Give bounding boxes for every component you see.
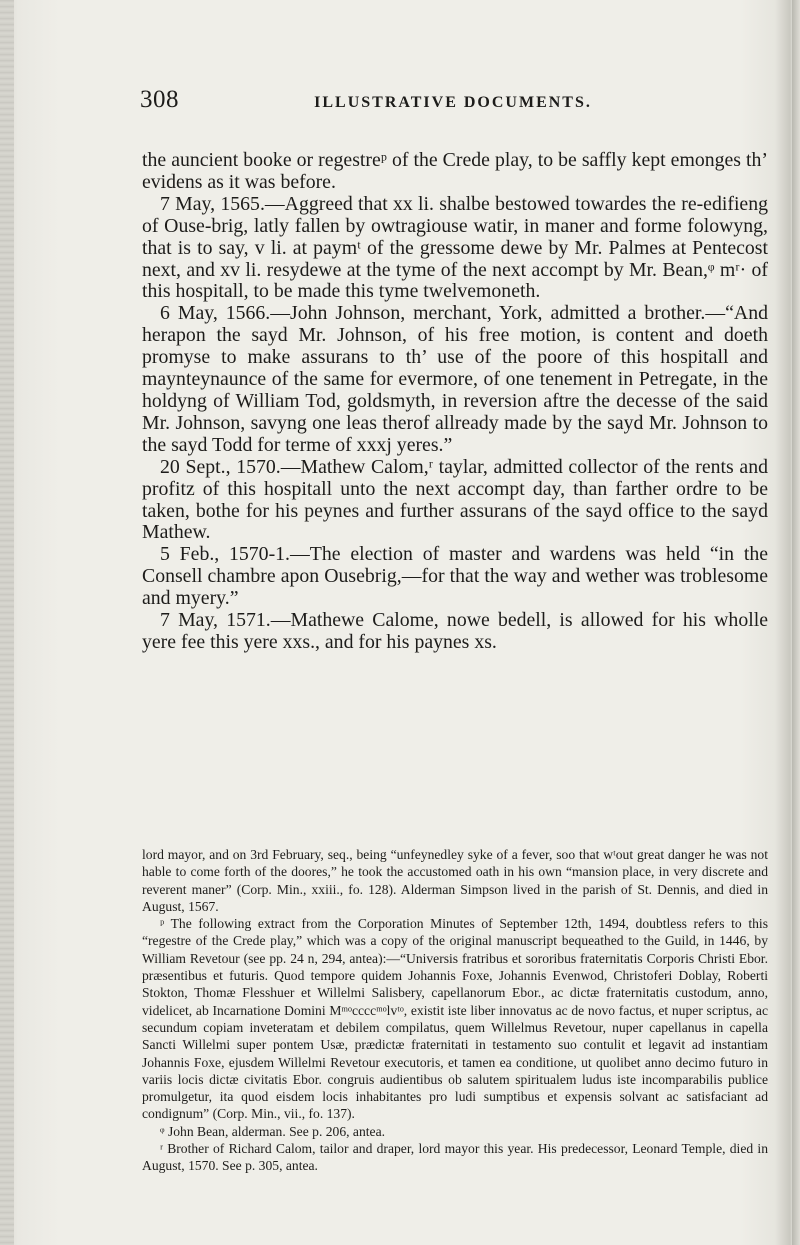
paragraph-entry-1571: 7 May, 1571.—Mathewe Calome, nowe bedell, is allowed for his wholle yere fee this yere xxs., and for his paynes xs.: [142, 609, 768, 653]
main-text: [142, 150, 768, 654]
paragraph-entry-1570-feb: 5 Feb., 1570-1.—The election of master and wardens was held “in the Consell chambre apon Ousebrig,—for that the way and wether was troblesome and myery.”: [142, 543, 768, 610]
page-fore-edge: [792, 0, 800, 1245]
footnote-q: ᵠ John Bean, alderman. See p. 206, antea.: [160, 1123, 386, 1139]
footnote-p: ᵖ The following extract from the Corporation Minutes of September 12th, 1494, doubtless refers to this “regestre of the Crede play,” which was a copy of the original manuscript bequeathed to the Guild, in 1446, by William Revetour (see pp. 24 n, 294, antea):—“Universis fratribus et sororibus fraternitatis Corporis Christi Ebor. præsentibus et futuris. Quod tempore quidem Johannis Foxe, Johannis Evenwod, Christoferi Doblay, Roberti Stokton, Thomæ Flesshuer et Willelmi Salisbery, capellanorum Ebor., ac dictæ fraternitatis custodum, anno, videlicet, ab Incarnatione Domini Mᵐᵒccccᵐᵒlvᵗᵒ, existit iste liber innovatus ac de novo factus, et nuper scriptus, ac secundum copiam inveteratam et debilem compilatus, quem Willelmus Revetour, nuper capellanus in capella Sancti Willelmi super pontem Usæ, prædictæ fraternitati in testamento suo contulit et legavit ad instantiam Johannis Foxe, ejusdem Willelmi Revetour executoris, et tamen ea conditione, ut quolibet anno decimo futuro in variis locis dictæ civitatis Ebor. congruis audientibus ob salutem spiritualem ludus iste incomparabilis publice promulgetur, ita quod eisdem locis inhabitantes pro ludi sumptibus et expensis solvant ac satisfaciant ad condignum” (Corp. Min., vii., fo. 137).: [142, 916, 768, 1122]
footnotes: [142, 846, 768, 1175]
footnote-r: ʳ Brother of Richard Calom, tailor and draper, lord mayor this year. His predecessor, Leonard Temple, died in August, 1570. See p. 305, antea.: [142, 1141, 768, 1174]
paragraph-entry-1570-sept: 20 Sept., 1570.—Mathew Calom,ʳ taylar, admitted collector of the rents and profitz of this hospitall unto the next accompt day, than farther ordre to be taken, bothe for his peynes and further assurans of the sayd office to the sayd Mathew.: [142, 455, 768, 544]
running-title: ILLUSTRATIVE DOCUMENTS.: [314, 94, 592, 111]
page-gutter-edge: [0, 0, 14, 1245]
paragraph-entry-1566: 6 May, 1566.—John Johnson, merchant, York, admitted a brother.—“And herapon the sayd Mr. Johnson, of his free motion, is content and doeth promyse to make assurans to th’ use of the poore of this hospitall and maynteynaunce of the same for evermore, of one tenement in Petregate, in the holdyng of William Tod, goldsmyth, in reversion aftre the decesse of the said Mr. Johnson, savyng one leas therof allready made by the sayd Mr. Johnson to the sayd Todd for terme of xxxj yeres.”: [142, 302, 768, 456]
paragraph-crede-play-book: the auncient booke or regestreᵖ of the Crede play, to be saffly kept emonges th’ evidens as it was before.: [142, 149, 768, 193]
footnote-continued: lord mayor, and on 3rd February, seq., being “unfeynedley syke of a fever, soo that wᵗout great danger he was not hable to come forth of the doores,” he took the accustomed oath in his own “mansion place, in very discrete and reverent maner” (Corp. Min., xxiii., fo. 128). Alderman Simpson lived in the parish of St. Dennis, and died in August, 1567.: [142, 847, 768, 914]
page-number: 308: [140, 86, 179, 113]
paragraph-entry-1565: 7 May, 1565.—Aggreed that xx li. shalbe bestowed towardes the re-edifieng of Ouse-brig, latly fallen by owtragiouse watir, in maner and forme folowyng, that is to say, v li. at paymᵗ of the gressome dewe by Mr. Palmes at Pentecost next, and xv li. resydewe at the tyme of the next accompt by Mr. Bean,ᵠ mʳ· of this hospitall, to be made this tyme twelvemoneth.: [142, 192, 768, 303]
